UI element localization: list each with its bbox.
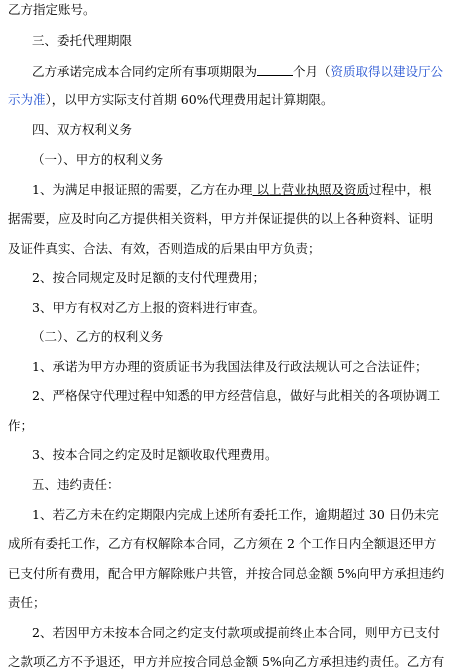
section-heading: 四、双方权利义务 xyxy=(32,122,133,137)
text-line: 1、若乙方未在约定期限内完成上述所有委托工作，逾期超过 30 日仍未完 xyxy=(32,507,439,522)
section-heading: 五、违约责任： xyxy=(32,477,120,492)
text-line: 1、承诺为甲方办理的资质证书为我国法律及行政法规认可之合法证件； xyxy=(32,359,428,374)
text-line: 2、按合同规定及时足额的支付代理费用； xyxy=(32,270,265,285)
blank-field xyxy=(257,63,293,76)
text-line: 责任； xyxy=(8,595,46,610)
text-line: 乙方指定账号。 xyxy=(8,2,96,17)
text-line: 作； xyxy=(8,418,34,433)
text-line: 2、若因甲方未按本合同之约定支付款项或提前终止本合同，则甲方已支付 xyxy=(32,625,440,640)
section-heading: 三、委托代理期限 xyxy=(32,33,133,48)
subsection-heading: （二）、乙方的权利义务 xyxy=(32,329,164,344)
text-line: 成所有委托工作，乙方有权解除本合同，乙方须在 2 个工作日内全额退还甲方 xyxy=(8,536,437,551)
text-line: 乙方承诺完成本合同约定所有事项期限为 个月（资质取得以建设厅公 xyxy=(32,64,444,79)
text-line: 及证件真实、合法、有效，否则造成的后果由甲方负责； xyxy=(8,241,321,256)
text-line: 据需要，应及时向乙方提供相关资料，甲方并保证提供的以上各种资料、证明 xyxy=(8,211,434,226)
text-line: 3、甲方有权对乙方上报的资料进行审查。 xyxy=(32,300,265,315)
text-line: 之款项乙方不予退还，甲方并应按合同总金额 5%向乙方承担违约责任。乙方有 xyxy=(8,654,445,669)
subsection-heading: （一）、甲方的权利义务 xyxy=(32,152,164,167)
text-line: 1、为满足申报证照的需要，乙方在办理 以上营业执照及资质过程中，根 xyxy=(32,182,432,197)
text-line: 已支付所有费用，配合甲方解除账户共管，并按合同总金额 5%向甲方承担违约 xyxy=(8,566,445,581)
text-line: 示为准），以甲方实际支付首期 60%代理费用起计算期限。 xyxy=(8,92,334,107)
text-line: 2、严格保守代理过程中知悉的甲方经营信息，做好与此相关的各项协调工 xyxy=(32,388,440,403)
text-line: 3、按本合同之约定及时足额收取代理费用。 xyxy=(32,447,278,462)
